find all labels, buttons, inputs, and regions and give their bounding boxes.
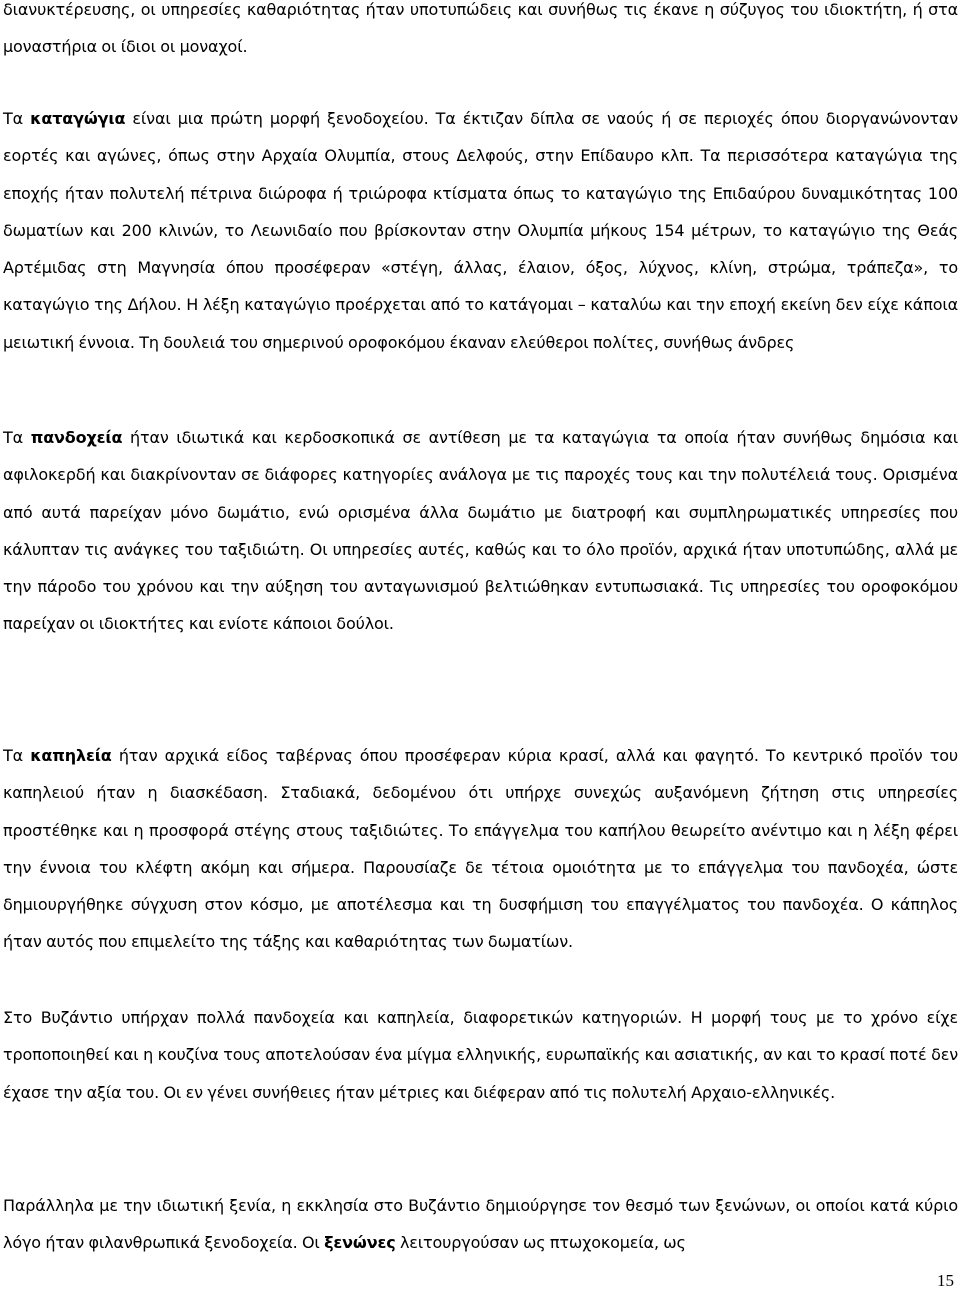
paragraph-text: λειτουργούσαν ως πτωχοκομεία, ως: [395, 1233, 686, 1253]
page-number: 15: [937, 1271, 954, 1290]
paragraph-byzantium: [3, 999, 958, 1111]
paragraph-text: είναι μια πρώτη μορφή ξενοδοχείου. Τα έκτιζαν δίπλα σε ναούς ή σε περιοχές όπου διοργανώνονταν εορτές και αγώνες, όπως στην Αρχαία Ολυμπία, στους Δελφούς, στην Επίδαυρο κλπ. Τα περισσότερα καταγώγια της εποχής ήταν πολυτελή πέτρινα διώροφα ή τριώροφα κτίσματα όπως το καταγώγιο της Επιδαύρου δυναμικότητας 100 δωματίων και 200 κλινών, το Λεωνιδαίο που βρίσκονταν στην Ολυμπία μήκους 154 μέτρων, το καταγώγιο της Θεάς Αρτέμιδας στη Μαγνησία όπου προσέφεραν «στέγη, άλλας, έλαιον, όξος, λύχνος, κλίνη, στρώμα, τράπεζα», το καταγώγιο της Δήλου. Η λέξη καταγώγιο προέρχεται από το κατάγομαι – καταλύω και την εποχή εκείνη δεν είχε κάποια μειωτική έννοια. Τη δουλειά του σημερινού οροφοκόμου έκαναν ελεύθεροι πολίτες, συνήθως άνδρες: [3, 109, 958, 352]
paragraph-lead: Τα: [3, 428, 31, 447]
term-xenones: ξενώνες: [324, 1233, 396, 1253]
term-pandocheia: πανδοχεία: [30, 428, 123, 447]
paragraph-xenones: [3, 1187, 958, 1262]
paragraph-text: ήταν αρχικά είδος ταβέρνας όπου προσέφεραν κύρια κρασί, αλλά και φαγητό. Το κεντρικό προϊόν του καπηλειού ήταν η διασκέδαση. Σταδιακά, δεδομένου ότι υπήρχε συνεχώς αυξανόμενη ζήτηση στις υπηρεσίες προστέθηκε και η προσφορά στέγης στους ταξιδιώτες. Το επάγγελμα του καπήλου θεωρείτο ανέντιμο και η λέξη φέρει την έννοια του κλέφτη ακόμη και σήμερα. Παρουσίαζε δε τέτοια ομοιότητα με το επάγγελμα του πανδοχέα, ώστε δημιουργήθηκε σύγχυση στον κόσμο, με αποτέλεσμα και τη δυσφήμιση του επαγγέλματος του πανδοχέα. Ο κάπηλος ήταν αυτός που επιμελείτο της τάξης και καθαριότητας των δωματίων.: [3, 746, 958, 952]
term-kapileia: καπηλεία: [30, 746, 112, 765]
paragraph-text: Στο Βυζάντιο υπήρχαν πολλά πανδοχεία και καπηλεία, διαφορετικών κατηγοριών. Η μορφή τους με το χρόνο είχε τροποποιηθεί και η κουζίνα τους αποτελούσαν ένα μίγμα ελληνικής, ευρωπαϊκής και ασιατικής, αν και το κρασί ποτέ δεν έχασε την αξία του. Οι εν γένει συνήθειες ήταν μέτριες και διέφεραν από τις πολυτελή Αρχαιο-ελληνικές.: [3, 1008, 958, 1102]
paragraph-katagogia: [3, 100, 958, 361]
term-katagogia: καταγώγια: [30, 109, 126, 128]
paragraph-pandocheia: [3, 419, 958, 643]
paragraph-continuation: [3, 0, 958, 66]
paragraph-text: ήταν ιδιωτικά και κερδοσκοπικά σε αντίθεση με τα καταγώγια τα οποία ήταν συνήθως δημόσια και αφιλοκερδή και διακρίνονταν σε διάφορες κατηγορίες ανάλογα με τις παροχές τους και την πολυτέλειά τους. Ορισμένα από αυτά παρείχαν μόνο δωμάτιο, ενώ ορισμένα άλλα δωμάτιο με διατροφή και συμπληρωματικές υπηρεσίες που κάλυπταν τις ανάγκες του ταξιδιώτη. Οι υπηρεσίες αυτές, καθώς και το όλο προϊόν, αρχικά ήταν υποτυπώδης, αλλά με την πάροδο του χρόνου και την αύξηση του ανταγωνισμού βελτιώθηκαν εντυπωσιακά. Τις υπηρεσίες του οροφοκόμου παρείχαν οι ιδιοκτήτες και ενίοτε κάποιοι δούλοι.: [3, 428, 958, 634]
paragraph-kapileia: [3, 737, 958, 961]
paragraph-lead: Τα: [3, 746, 31, 765]
paragraph-text: διανυκτέρευσης, οι υπηρεσίες καθαριότητας ήταν υποτυπώδεις και συνήθως τις έκανε η σύζυγος του ιδιοκτήτη, ή στα μοναστήρια οι ίδιοι οι μοναχοί.: [3, 0, 958, 57]
paragraph-lead: Τα: [3, 109, 31, 128]
paragraph-lead: Παράλληλα με την ιδιωτική ξενία, η εκκλησία στο Βυζάντιο δημιούργησε τον θεσμό των ξενώνων, οι οποίοι κατά κύριο λόγο ήταν φιλανθρωπικά ξενοδοχεία. Οι: [3, 1196, 958, 1253]
